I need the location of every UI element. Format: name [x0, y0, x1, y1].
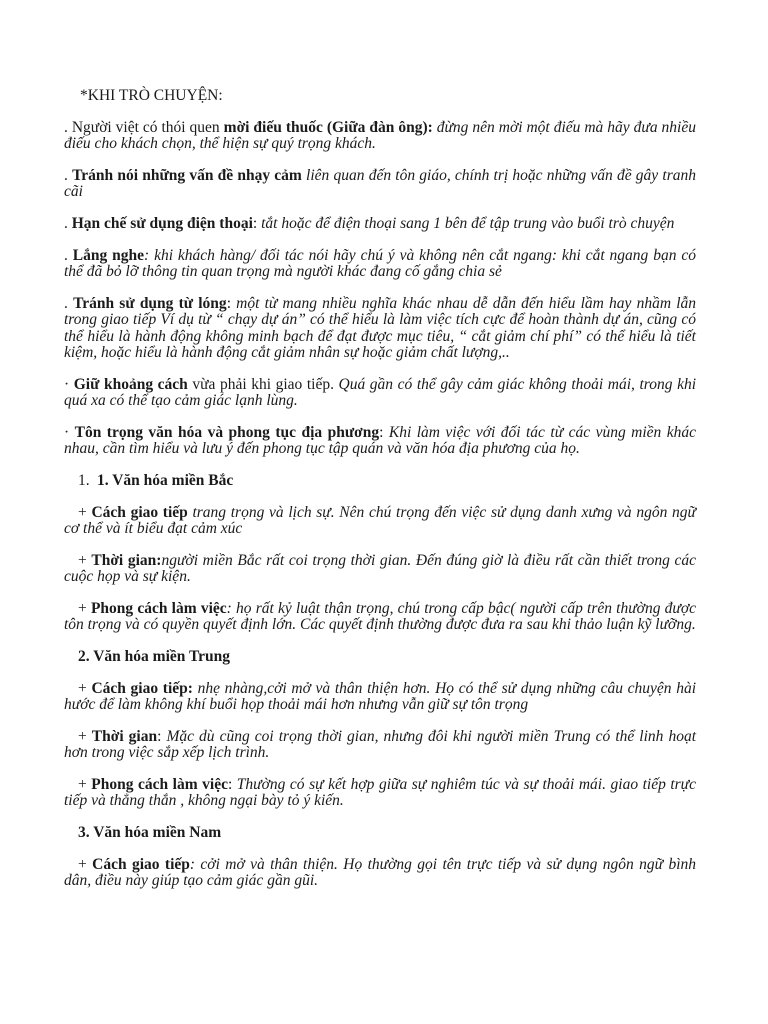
- item-label: Cách giao tiếp: [92, 855, 190, 873]
- tip-text: liên quan đến tôn giáo, chính trị hoặc những vấn đề gây tranh cãi: [64, 166, 696, 201]
- region-title: 2. Văn hóa miền Trung: [78, 647, 231, 665]
- item-separator: :: [157, 727, 162, 745]
- list-number: 1.: [78, 471, 90, 489]
- tip-marker: ·: [64, 423, 70, 441]
- tip-label: Tôn trọng văn hóa và phong tục địa phương: [74, 423, 380, 441]
- tip-lead: Người việt có thói quen: [71, 118, 224, 136]
- tip-marker: .: [64, 166, 68, 184]
- region-item: [64, 857, 696, 890]
- tip-marker: .: [64, 214, 68, 232]
- tip-paragraph: [64, 425, 696, 458]
- item-text: Thường có sự kết hợp giữa sự nghiêm túc và sự thoải mái. giao tiếp trực tiếp và thẳng thắn , không ngại bày tỏ ý kiến.: [64, 775, 697, 810]
- tip-separator: :: [252, 214, 258, 232]
- region-item: [64, 601, 696, 634]
- item-label: Thời gian: [91, 727, 158, 745]
- item-separator: :: [227, 775, 233, 793]
- item-label: Thời gian:: [91, 551, 162, 569]
- item-label: Phong cách làm việc: [91, 775, 228, 793]
- tip-text: Quá gần có thể gây cảm giác không thoải mái, trong khi quá xa có thể tạo cảm giác lạnh lùng.: [64, 375, 697, 410]
- plus-marker: +: [78, 551, 87, 569]
- region-item: [64, 777, 696, 810]
- region-item: [64, 729, 696, 762]
- region-item: [64, 681, 696, 714]
- tip-text: đừng nên mời một điếu mà hãy đưa nhiều điếu cho khách chọn, thể hiện sự quý trọng khách.: [64, 118, 696, 153]
- item-text: người miền Bắc rất coi trọng thời gian. Đến đúng giờ là điều rất cần thiết trong các cuộc họp và sự kiện.: [64, 551, 697, 586]
- tip-marker: .: [64, 246, 68, 264]
- tip-text: một từ mang nhiều nghĩa khác nhau dễ dẫn đến hiểu lầm hay nhầm lẫn trong giao tiếp Ví dụ từ “ chạy dự án” có thể hiểu là làm việc tích cực để hoàn thành dự án, cũng có thể hiểu là hành động không minh bạch để đạt được mục tiêu, “ cắt giảm chí phí” có thể hiểu là tiết kiệm, hoặc hiểu là hành động cắt giảm nhân sự hoặc giảm chất lượng,..: [64, 294, 696, 361]
- tip-paragraph: [64, 377, 696, 410]
- tip-marker: .: [64, 118, 68, 136]
- region-heading: [64, 473, 696, 489]
- tip-separator: :: [226, 294, 231, 312]
- plus-marker: +: [78, 679, 87, 697]
- item-text: trang trọng và lịch sự. Nên chú trọng đến việc sử dụng danh xưng và ngôn ngữ cơ thể và ít biểu đạt cảm xúc: [64, 503, 697, 537]
- item-label: Phong cách làm việc: [90, 599, 227, 617]
- tip-label: Lắng nghe: [72, 246, 145, 264]
- tip-label: Tránh sử dụng từ lóng: [73, 294, 227, 312]
- item-label: Cách giao tiếp:: [91, 679, 193, 697]
- item-label: Cách giao tiếp: [91, 503, 188, 521]
- item-text: : họ rất kỷ luật thận trọng, chú trong cấp bậc( người cấp trên thường được tôn trọng và có quyền quyết định lớn. Các quyết định thường được đưa ra sau khi thảo luận kỹ lưỡng.: [64, 599, 697, 634]
- tip-text: : khi khách hàng/ đối tác nói hãy chú ý và không nên cắt ngang: khi cắt ngang bạn có thể đã bỏ lỡ thông tin quan trọng mà người khác đang cố gắng chia sẻ: [64, 246, 696, 281]
- item-text: Mặc dù cũng coi trọng thời gian, nhưng đôi khi người miền Trung có thể linh hoạt hơn trong việc sắp xếp lịch trình.: [64, 727, 697, 762]
- item-text: nhẹ nhàng,cởi mở và thân thiện hơn. Họ có thể sử dụng những câu chuyện hài hước để làm không khí buổi họp thoải mái hơn nhưng vẫn giữ sự tôn trọng: [64, 679, 697, 714]
- tip-marker: ·: [64, 375, 70, 393]
- region-item: [64, 553, 696, 586]
- region-title: 3. Văn hóa miền Nam: [78, 823, 222, 841]
- region-heading: [64, 825, 696, 841]
- tip-separator: :: [379, 423, 384, 441]
- item-text: : cởi mở và thân thiện. Họ thường gọi tên trực tiếp và sử dụng ngôn ngữ bình dân, điều này giúp tạo cảm giác gần gũi.: [64, 855, 697, 890]
- plus-marker: +: [78, 599, 87, 617]
- tip-paragraph: [64, 120, 696, 153]
- tip-paragraph: [64, 248, 696, 281]
- tip-label: Giữ khoảng cách: [73, 375, 188, 393]
- tip-label: Tránh nói những vấn đề nhạy cảm: [72, 166, 302, 184]
- plus-marker: +: [78, 855, 87, 873]
- tip-label: Hạn chế sử dụng điện thoại: [71, 214, 253, 232]
- tip-text: tắt hoặc để điện thoại sang 1 bên để tập trung vào buổi trò chuyện: [257, 214, 675, 232]
- region-item: [64, 505, 696, 538]
- plus-marker: +: [78, 503, 87, 521]
- tip-text: Khi làm việc với đối tác từ các vùng miền khác nhau, cần tìm hiểu và lưu ý đến phong tục tập quán và văn hóa địa phương của họ.: [64, 423, 696, 458]
- tip-paragraph: [64, 216, 696, 232]
- tip-separator: vừa phải khi giao tiếp.: [187, 375, 334, 393]
- section-title: *KHI TRÒ CHUYỆN:: [80, 87, 223, 104]
- tip-paragraph: [64, 296, 696, 362]
- tip-paragraph: [64, 168, 696, 201]
- plus-marker: +: [78, 727, 87, 745]
- tip-marker: .: [64, 294, 68, 312]
- plus-marker: +: [78, 775, 87, 793]
- region-heading: [64, 649, 696, 665]
- region-title: 1. Văn hóa miền Bắc: [97, 471, 234, 489]
- tip-label: mời điếu thuốc (Giữa đàn ông):: [223, 118, 433, 136]
